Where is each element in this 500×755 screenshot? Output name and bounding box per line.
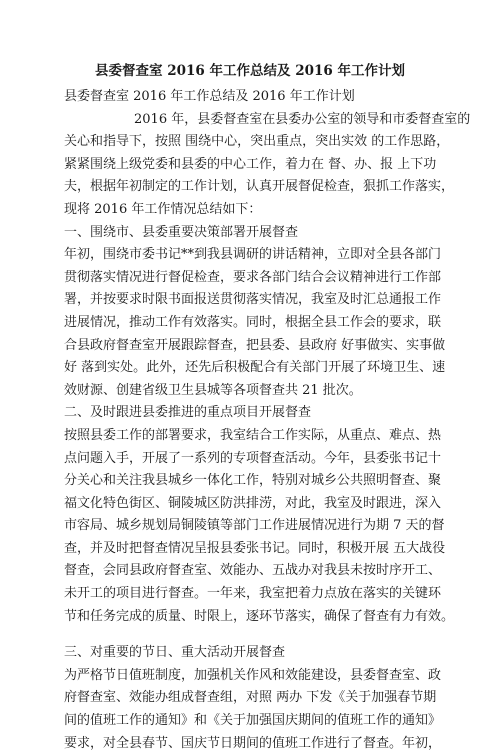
- section-heading-2: 二、及时跟进县委推进的重点项目开展督查: [64, 405, 312, 421]
- text-line: 间的值班工作的通知》和《关于加强国庆期间的值班工作的通知》: [64, 713, 442, 729]
- text-line: 查，并及时把督查情况呈报县委张书记。同时，积极开展 五大战役: [64, 540, 446, 556]
- text-line: 福文化特色街区、铜陵城区防洪排涝，对此，我室及时跟进，深入: [64, 495, 442, 511]
- text-line: 未开工的项目进行督查。一年来，我室把着力点放在落实的关键环: [64, 586, 442, 602]
- text-line: 夫，根据年初制定的工作计划，认真开展督促检查，狠抓工作落实，: [64, 179, 455, 195]
- text-line: 为严格节日值班制度，加强机关作风和效能建设，县委督查室、政: [64, 667, 442, 683]
- text-line: 贯彻落实情况进行督促检查，要求各部门结合会议精神进行工作部: [64, 269, 442, 285]
- text-line: 紧紧围绕上级党委和县委的中心工作，着力在 督、办、报 上下功: [64, 156, 437, 172]
- text-line: 年初，围绕市委书记**到我县调研的讲话精神，立即对全县各部门: [64, 247, 442, 263]
- text-line: 要求，对全县春节、国庆节日期间的值班工作进行了督查。年初，: [64, 735, 442, 751]
- text-line: 督查，会同县政府督查室、效能办、五战办对我县未按时序开工、: [64, 563, 442, 579]
- text-line: 按照县委工作的部署要求，我室结合工作实际，从重点、难点、热: [64, 427, 442, 443]
- text-line: 效财源、创建省级卫生县城等各项督查共 21 批次。: [64, 382, 362, 398]
- text-line: 点问题入手，开展了一系列的专项督查活动。今年，县委张书记十: [64, 450, 442, 466]
- text-line: 关心和指导下，按照 围绕中心，突出重点，突出实效 的工作思路，: [64, 134, 450, 150]
- document-title: 县委督查室 2016 年工作总结及 2016 年工作计划: [95, 63, 405, 79]
- text-line: 现将 2016 年工作情况总结如下：: [64, 201, 262, 217]
- text-line: 分关心和关注我县城乡一体化工作，特别对城乡公共照明督查、聚: [64, 473, 442, 489]
- section-heading-1: 一、围绕市、县委重要决策部署开展督查: [64, 224, 299, 240]
- text-line: 进展情况，推动工作有效落实。同时，根据全县工作会的要求，联: [64, 314, 442, 330]
- section-heading-3: 三、对重要的节日、重大活动开展督查: [64, 645, 286, 661]
- text-line: 好 落到实处。此外，还先后积极配合有关部门开展了环境卫生、速: [64, 360, 446, 376]
- text-line: 市容局、城乡规划局铜陵镇等部门工作进展情况进行为期 7 天的督: [64, 518, 445, 534]
- text-line: 府督查室、效能办组成督查组，对照 两办 下发《关于加强春节期: [64, 690, 437, 706]
- paragraph-gap: [64, 628, 436, 642]
- text-line: 节和任务完成的质量、时限上，逐环节落实，确保了督查有力有效。: [64, 608, 455, 624]
- text-line: 县委督查室 2016 年工作总结及 2016 年工作计划: [64, 89, 355, 104]
- text-line: 2016 年，县委督查室在县委办公室的领导和市委督查室的: [134, 111, 471, 127]
- text-line: 合县政府督查室开展跟踪督查，把县委、县政府 好事做实、实事做: [64, 337, 446, 353]
- text-line: 署，并按要求时限书面报送贯彻落实情况，我室及时汇总通报工作: [64, 292, 442, 308]
